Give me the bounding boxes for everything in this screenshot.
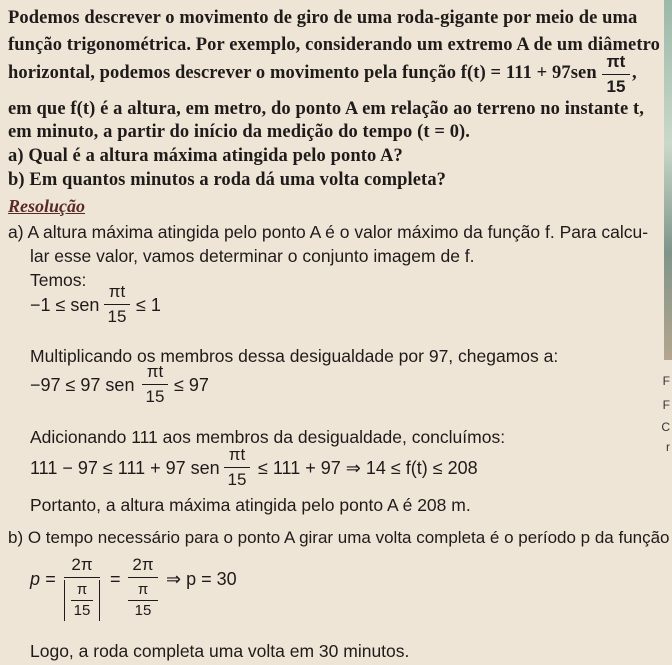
- edge-letter: C: [661, 420, 670, 434]
- period-fraction-1: [64, 555, 100, 621]
- intro-line-1: Podemos descrever o movimento de giro de uma roda-gigante por meio de uma: [8, 8, 638, 28]
- intro-comma: ,: [632, 63, 637, 83]
- part-b-line-1: b) O tempo necessário para o ponto A girar uma volta completa é o período p da função: [8, 528, 670, 547]
- edge-letter: F: [662, 398, 670, 412]
- part-a-line-5: Adicionando 111 aos membros da desigualdade, concluímos:: [30, 427, 506, 447]
- part-a-line-1: a) A altura máxima atingida pelo ponto A é o valor máximo da função f. Para calcu-: [8, 222, 649, 242]
- equation-3-right: ≤ 111 + 97 ⇒ 14 ≤ f(t) ≤ 208: [258, 458, 478, 478]
- absolute-value: [64, 580, 100, 621]
- period-equals: =: [110, 569, 121, 589]
- inner-denominator: 15: [128, 600, 158, 621]
- fraction-denominator: 15: [227, 470, 247, 489]
- equation-2-fraction: [142, 362, 168, 407]
- fraction-numerator: 2π: [132, 555, 154, 574]
- part-a-conclusion: Portanto, a altura máxima atingida pelo ponto A é 208 m.: [30, 495, 471, 515]
- period-equation-right: ⇒ p = 30: [166, 569, 237, 589]
- edge-letter: r: [666, 440, 670, 454]
- fraction-bar: [142, 384, 168, 385]
- inner-denominator: 15: [71, 600, 93, 621]
- fraction-bar: [104, 304, 130, 305]
- equation-3-fraction: [224, 445, 250, 490]
- equation-1-left: −1 ≤ sen: [30, 295, 100, 315]
- equation-2-left: −97 ≤ 97 sen: [30, 375, 135, 395]
- part-a-line-2: lar esse valor, vamos determinar o conjunto imagem de f.: [30, 246, 475, 266]
- part-a-line-3: Temos:: [30, 270, 87, 290]
- intro-line-5: em minuto, a partir do início da medição do tempo (t = 0).: [8, 122, 471, 142]
- fraction-numerator: πt: [606, 52, 626, 71]
- fraction-numerator: πt: [228, 445, 246, 464]
- intro-fraction: [602, 52, 630, 97]
- fraction-bar: [224, 467, 250, 468]
- period-fraction-2: [128, 555, 158, 621]
- resolution-heading: Resolução: [8, 196, 86, 216]
- fraction-bar: [602, 74, 630, 75]
- fraction-bar: [64, 577, 100, 578]
- equation-3-left: 111 − 97 ≤ 111 + 97 sen: [30, 458, 220, 478]
- fraction-denominator: 15: [145, 387, 165, 406]
- intro-line-2: função trigonométrica. Por exemplo, considerando um extremo A de um diâmetro: [8, 35, 660, 55]
- inner-numerator: π: [137, 581, 149, 598]
- question-a: a) Qual é a altura máxima atingida pelo ponto A?: [8, 146, 403, 166]
- equation-1-fraction: [104, 282, 130, 327]
- fraction-numerator: πt: [146, 362, 164, 381]
- intro-line-3: horizontal, podemos descrever o movimento pela função f(t) = 111 + 97sen: [8, 63, 597, 83]
- fraction-numerator: πt: [108, 282, 126, 301]
- equation-1-right: ≤ 1: [136, 295, 161, 315]
- inner-numerator: π: [76, 581, 88, 598]
- fraction-denominator: [128, 580, 158, 621]
- fraction-numerator: 2π: [71, 555, 93, 574]
- period-equation-left: p =: [30, 569, 56, 589]
- part-a-line-4: Multiplicando os membros dessa desigualdade por 97, chegamos a:: [30, 346, 559, 366]
- fraction-denominator: 15: [107, 307, 127, 326]
- edge-letter: F: [662, 374, 670, 388]
- fraction-denominator: 15: [606, 77, 626, 96]
- equation-2-right: ≤ 97: [174, 375, 209, 395]
- question-b: b) Em quantos minutos a roda dá uma volta completa?: [8, 170, 447, 190]
- part-b-conclusion: Logo, a roda completa uma volta em 30 minutos.: [30, 641, 410, 661]
- adjacent-photo-edge: [664, 0, 672, 360]
- intro-line-4: em que f(t) é a altura, em metro, do ponto A em relação ao terreno no instante t,: [8, 99, 644, 119]
- fraction-bar: [128, 577, 158, 578]
